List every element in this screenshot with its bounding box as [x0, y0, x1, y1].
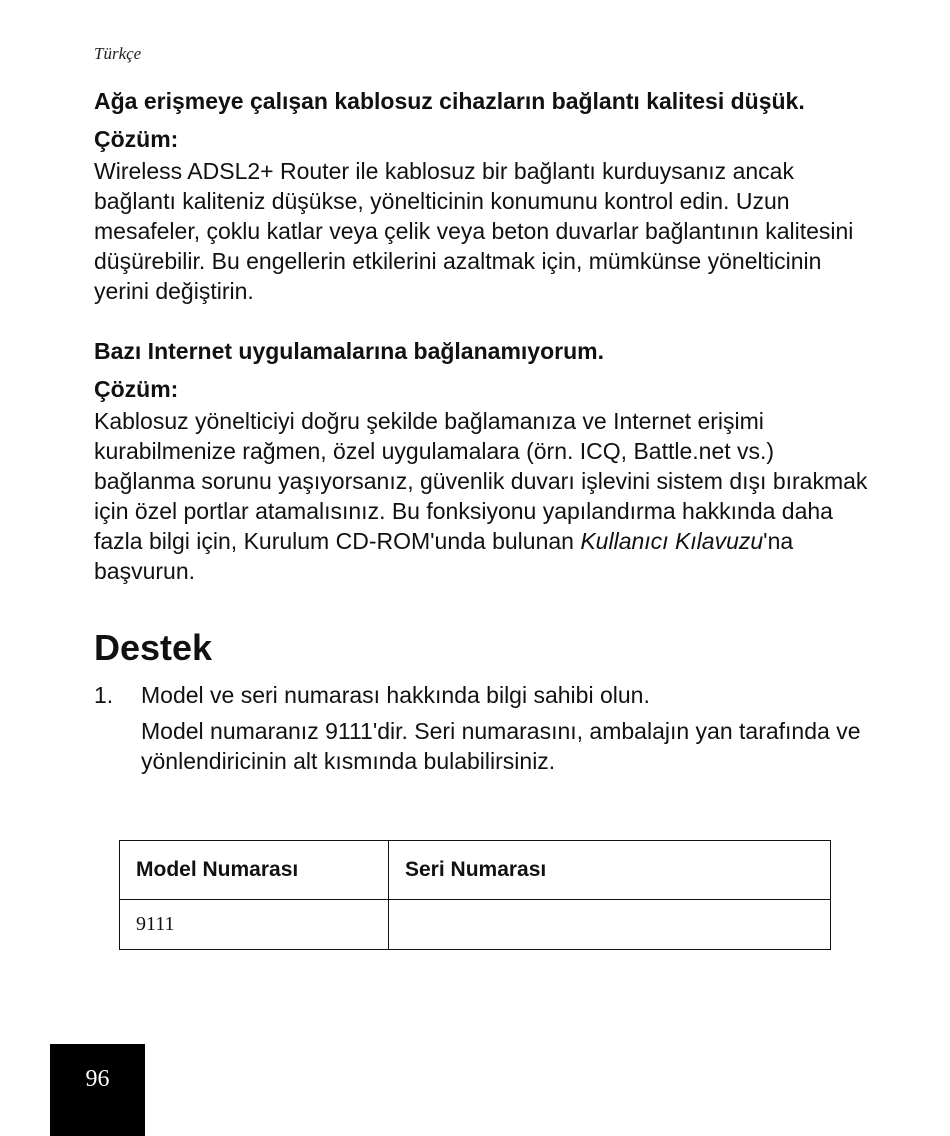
faq-section-internet-apps	[94, 336, 874, 586]
solution-label: Çözüm:	[94, 126, 179, 152]
solution-label: Çözüm:	[94, 376, 179, 402]
answer-text-end: 'na başvurun.	[94, 528, 794, 584]
support-heading: Destek	[94, 627, 213, 668]
faq-answer: Wireless ADSL2+ Router ile kablosuz bir bağlantı kurduysanız ancak bağlantı kaliteniz düşükse, yönelticinin konumunu kontrol edin. Uzun mesafeler, çoklu katlar veya çelik veya beton duvarlar bağlantının kalitesini düşürebilir. Bu engellerin etkilerini azaltmak için, mümkünse yönelticinin yerini değiştirin.	[94, 158, 854, 304]
list-item-title: Model ve seri numarası hakkında bilgi sahibi olun.	[141, 682, 650, 708]
serial-number-cell	[389, 900, 831, 950]
table-header-row	[120, 841, 831, 900]
table-header-model: Model Numarası	[120, 841, 389, 900]
table-header-serial: Seri Numarası	[389, 841, 831, 900]
list-item-number: 1.	[94, 682, 114, 708]
faq-answer	[94, 406, 874, 586]
list-item-text: Model numaranız 9111'dir. Seri numarasını, ambalajın yan tarafında ve yönlendiricinin alt kısmında bulabilirsiniz.	[141, 718, 861, 774]
faq-question: Ağa erişmeye çalışan kablosuz cihazların bağlantı kalitesi düşük.	[94, 88, 805, 114]
table-row	[120, 900, 831, 950]
support-list-item	[94, 680, 874, 776]
model-serial-table	[119, 840, 831, 950]
faq-section-connection-quality	[94, 86, 874, 306]
page-number-tab	[50, 1044, 145, 1136]
page-content	[94, 86, 874, 776]
answer-text: Kablosuz yönelticiyi doğru şekilde bağlamanıza ve Internet erişimi kurabilmenize rağmen, özel uygulamalara (örn. ICQ, Battle.net vs.) bağlanma sorunu yaşıyorsanız, güvenlik duvarı işlevini sistem dışı bırakmak için özel portlar atamalısınız. Bu fonksiyonu yapılandırma hakkında daha fazla bilgi için, Kurulum CD-ROM'unda bulunan	[94, 408, 868, 554]
model-number-cell: 9111	[120, 900, 389, 950]
user-guide-title: Kullanıcı Kılavuzu	[580, 528, 764, 554]
faq-question: Bazı Internet uygulamalarına bağlanamıyorum.	[94, 338, 604, 364]
page-language-label: Türkçe	[94, 44, 142, 63]
page-number: 96	[85, 1066, 110, 1092]
